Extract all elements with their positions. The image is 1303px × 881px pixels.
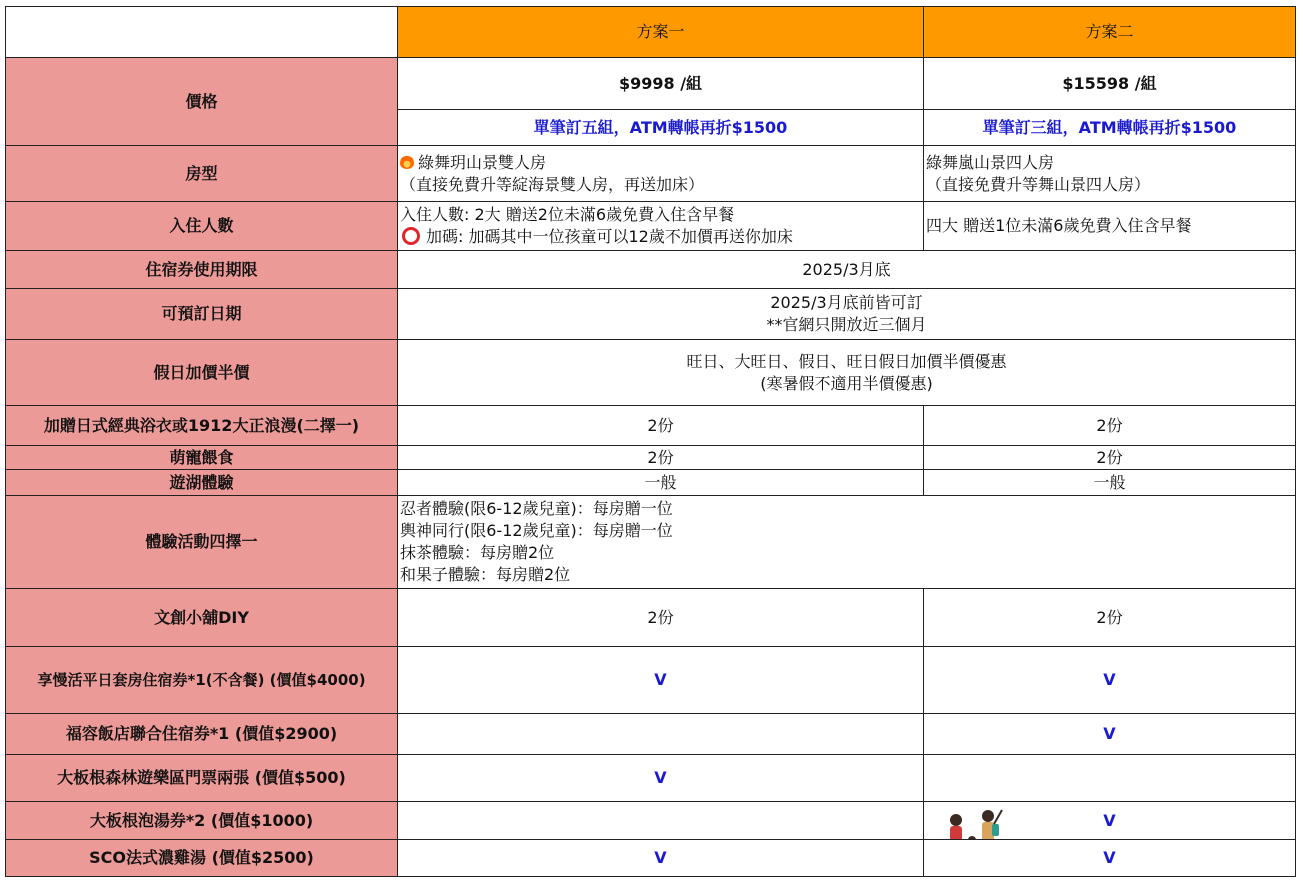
voucher-fuyung-row <box>6 714 1296 755</box>
room-plan2-line1: 綠舞嵐山景四人房 <box>926 152 1055 172</box>
plan-comparison-table <box>5 6 1296 877</box>
forest-label: 大板根森林遊樂區門票兩張 (價值$500) <box>6 755 398 802</box>
voucher-fuyung-plan2: V <box>924 714 1296 755</box>
booking-label: 可預訂日期 <box>6 289 398 340</box>
booking-value <box>398 289 1296 340</box>
activity-item: 輿神同行(限6-12歲兒童)：每房贈一位 <box>400 521 673 540</box>
lake-plan2: 一般 <box>924 470 1296 496</box>
soup-label: SCO法式濃雞湯 (價值$2500) <box>6 840 398 877</box>
hotspring-row <box>6 802 1296 840</box>
room-plan2 <box>924 146 1296 202</box>
yukata-plan1: 2份 <box>398 406 924 446</box>
lake-plan1: 一般 <box>398 470 924 496</box>
pet-row <box>6 446 1296 470</box>
voucher-slow-label: 享慢活平日套房住宿券*1(不含餐) (價值$4000) <box>6 647 398 714</box>
diy-plan2: 2份 <box>924 589 1296 647</box>
voucher-slow-row <box>6 647 1296 714</box>
guests-row <box>6 202 1296 251</box>
header-blank-cell <box>6 7 398 58</box>
price-plan2: $15598 /組 <box>924 58 1296 110</box>
room-plan1 <box>398 146 924 202</box>
header-plan2: 方案二 <box>924 7 1296 58</box>
booking-line1: 2025/3月底前皆可訂 <box>770 293 923 312</box>
yukata-label: 加贈日式經典浴衣或1912大正浪漫(二擇一) <box>6 406 398 446</box>
guests-plan1-line2: 加碼: 加碼其中一位孩童可以12歲不加價再送你加床 <box>426 227 793 246</box>
room-plan1-line1: 綠舞玥山景雙人房 <box>418 152 547 172</box>
activity-item: 忍者體驗(限6-12歲兒童)：每房贈一位 <box>400 499 673 518</box>
soup-row <box>6 840 1296 877</box>
activity-label: 體驗活動四擇一 <box>6 496 398 589</box>
lake-label: 遊湖體驗 <box>6 470 398 496</box>
holiday-label: 假日加價半價 <box>6 340 398 406</box>
hotspring-plan1 <box>398 802 924 840</box>
booking-row <box>6 289 1296 340</box>
price-label: 價格 <box>6 58 398 146</box>
activity-list <box>398 496 1296 589</box>
holiday-row <box>6 340 1296 406</box>
voucher-fuyung-label: 福容飯店聯合住宿券*1 (價值$2900) <box>6 714 398 755</box>
soup-plan2: V <box>924 840 1296 877</box>
voucher-slow-plan2: V <box>924 647 1296 714</box>
validity-value: 2025/3月底 <box>398 251 1296 289</box>
promo-plan2: 單筆訂三組，ATM轉帳再折$1500 <box>924 110 1296 146</box>
room-row <box>6 146 1296 202</box>
room-plan2-line2: （直接免費升等舞山景四人房） <box>926 174 1151 194</box>
voucher-fuyung-plan1 <box>398 714 924 755</box>
guests-plan1-line1: 入住人數: 2大 贈送2位未滿6歲免費入住含早餐 <box>400 205 735 224</box>
room-plan1-line1-wrap <box>400 152 921 174</box>
price-plan1: $9998 /組 <box>398 58 924 110</box>
voucher-slow-plan1: V <box>398 647 924 714</box>
hotspring-plan2: V <box>1103 810 1116 830</box>
diy-row <box>6 589 1296 647</box>
yukata-plan2: 2份 <box>924 406 1296 446</box>
validity-label: 住宿券使用期限 <box>6 251 398 289</box>
red-circle-icon <box>402 227 420 245</box>
room-label: 房型 <box>6 146 398 202</box>
activity-item: 和果子體驗：每房贈2位 <box>400 565 571 584</box>
header-row <box>6 7 1296 58</box>
booking-line2: **官網只開放近三個月 <box>766 315 927 334</box>
hotspring-label: 大板根泡湯券*2 (價值$1000) <box>6 802 398 840</box>
fire-icon <box>400 155 414 169</box>
room-plan1-line2: （直接免費升等綻海景雙人房，再送加床） <box>400 174 705 194</box>
promo-plan1: 單筆訂五組，ATM轉帳再折$1500 <box>398 110 924 146</box>
forest-plan2 <box>924 755 1296 802</box>
forest-row <box>6 755 1296 802</box>
header-plan1: 方案一 <box>398 7 924 58</box>
holiday-line2: (寒暑假不適用半價優惠) <box>760 373 933 393</box>
validity-row <box>6 251 1296 289</box>
lake-row <box>6 470 1296 496</box>
holiday-line1: 旺日、大旺日、假日、旺日假日加價半價優惠 <box>686 351 1007 371</box>
pet-plan2: 2份 <box>924 446 1296 470</box>
forest-plan1: V <box>398 755 924 802</box>
guests-label: 入住人數 <box>6 202 398 251</box>
activity-item: 抹茶體驗：每房贈2位 <box>400 543 555 562</box>
family-illustration <box>942 806 1014 840</box>
guests-plan2: 四大 贈送1位未滿6歲免費入住含早餐 <box>924 202 1296 251</box>
soup-plan1: V <box>398 840 924 877</box>
diy-plan1: 2份 <box>398 589 924 647</box>
yukata-row <box>6 406 1296 446</box>
guests-plan1 <box>398 202 924 251</box>
activity-row <box>6 496 1296 589</box>
diy-label: 文創小舖DIY <box>6 589 398 647</box>
holiday-value <box>398 340 1296 406</box>
pet-label: 萌寵餵食 <box>6 446 398 470</box>
guests-plan1-line2-wrap <box>400 226 921 248</box>
hotspring-plan2-cell <box>924 802 1296 840</box>
price-row <box>6 58 1296 110</box>
pet-plan1: 2份 <box>398 446 924 470</box>
